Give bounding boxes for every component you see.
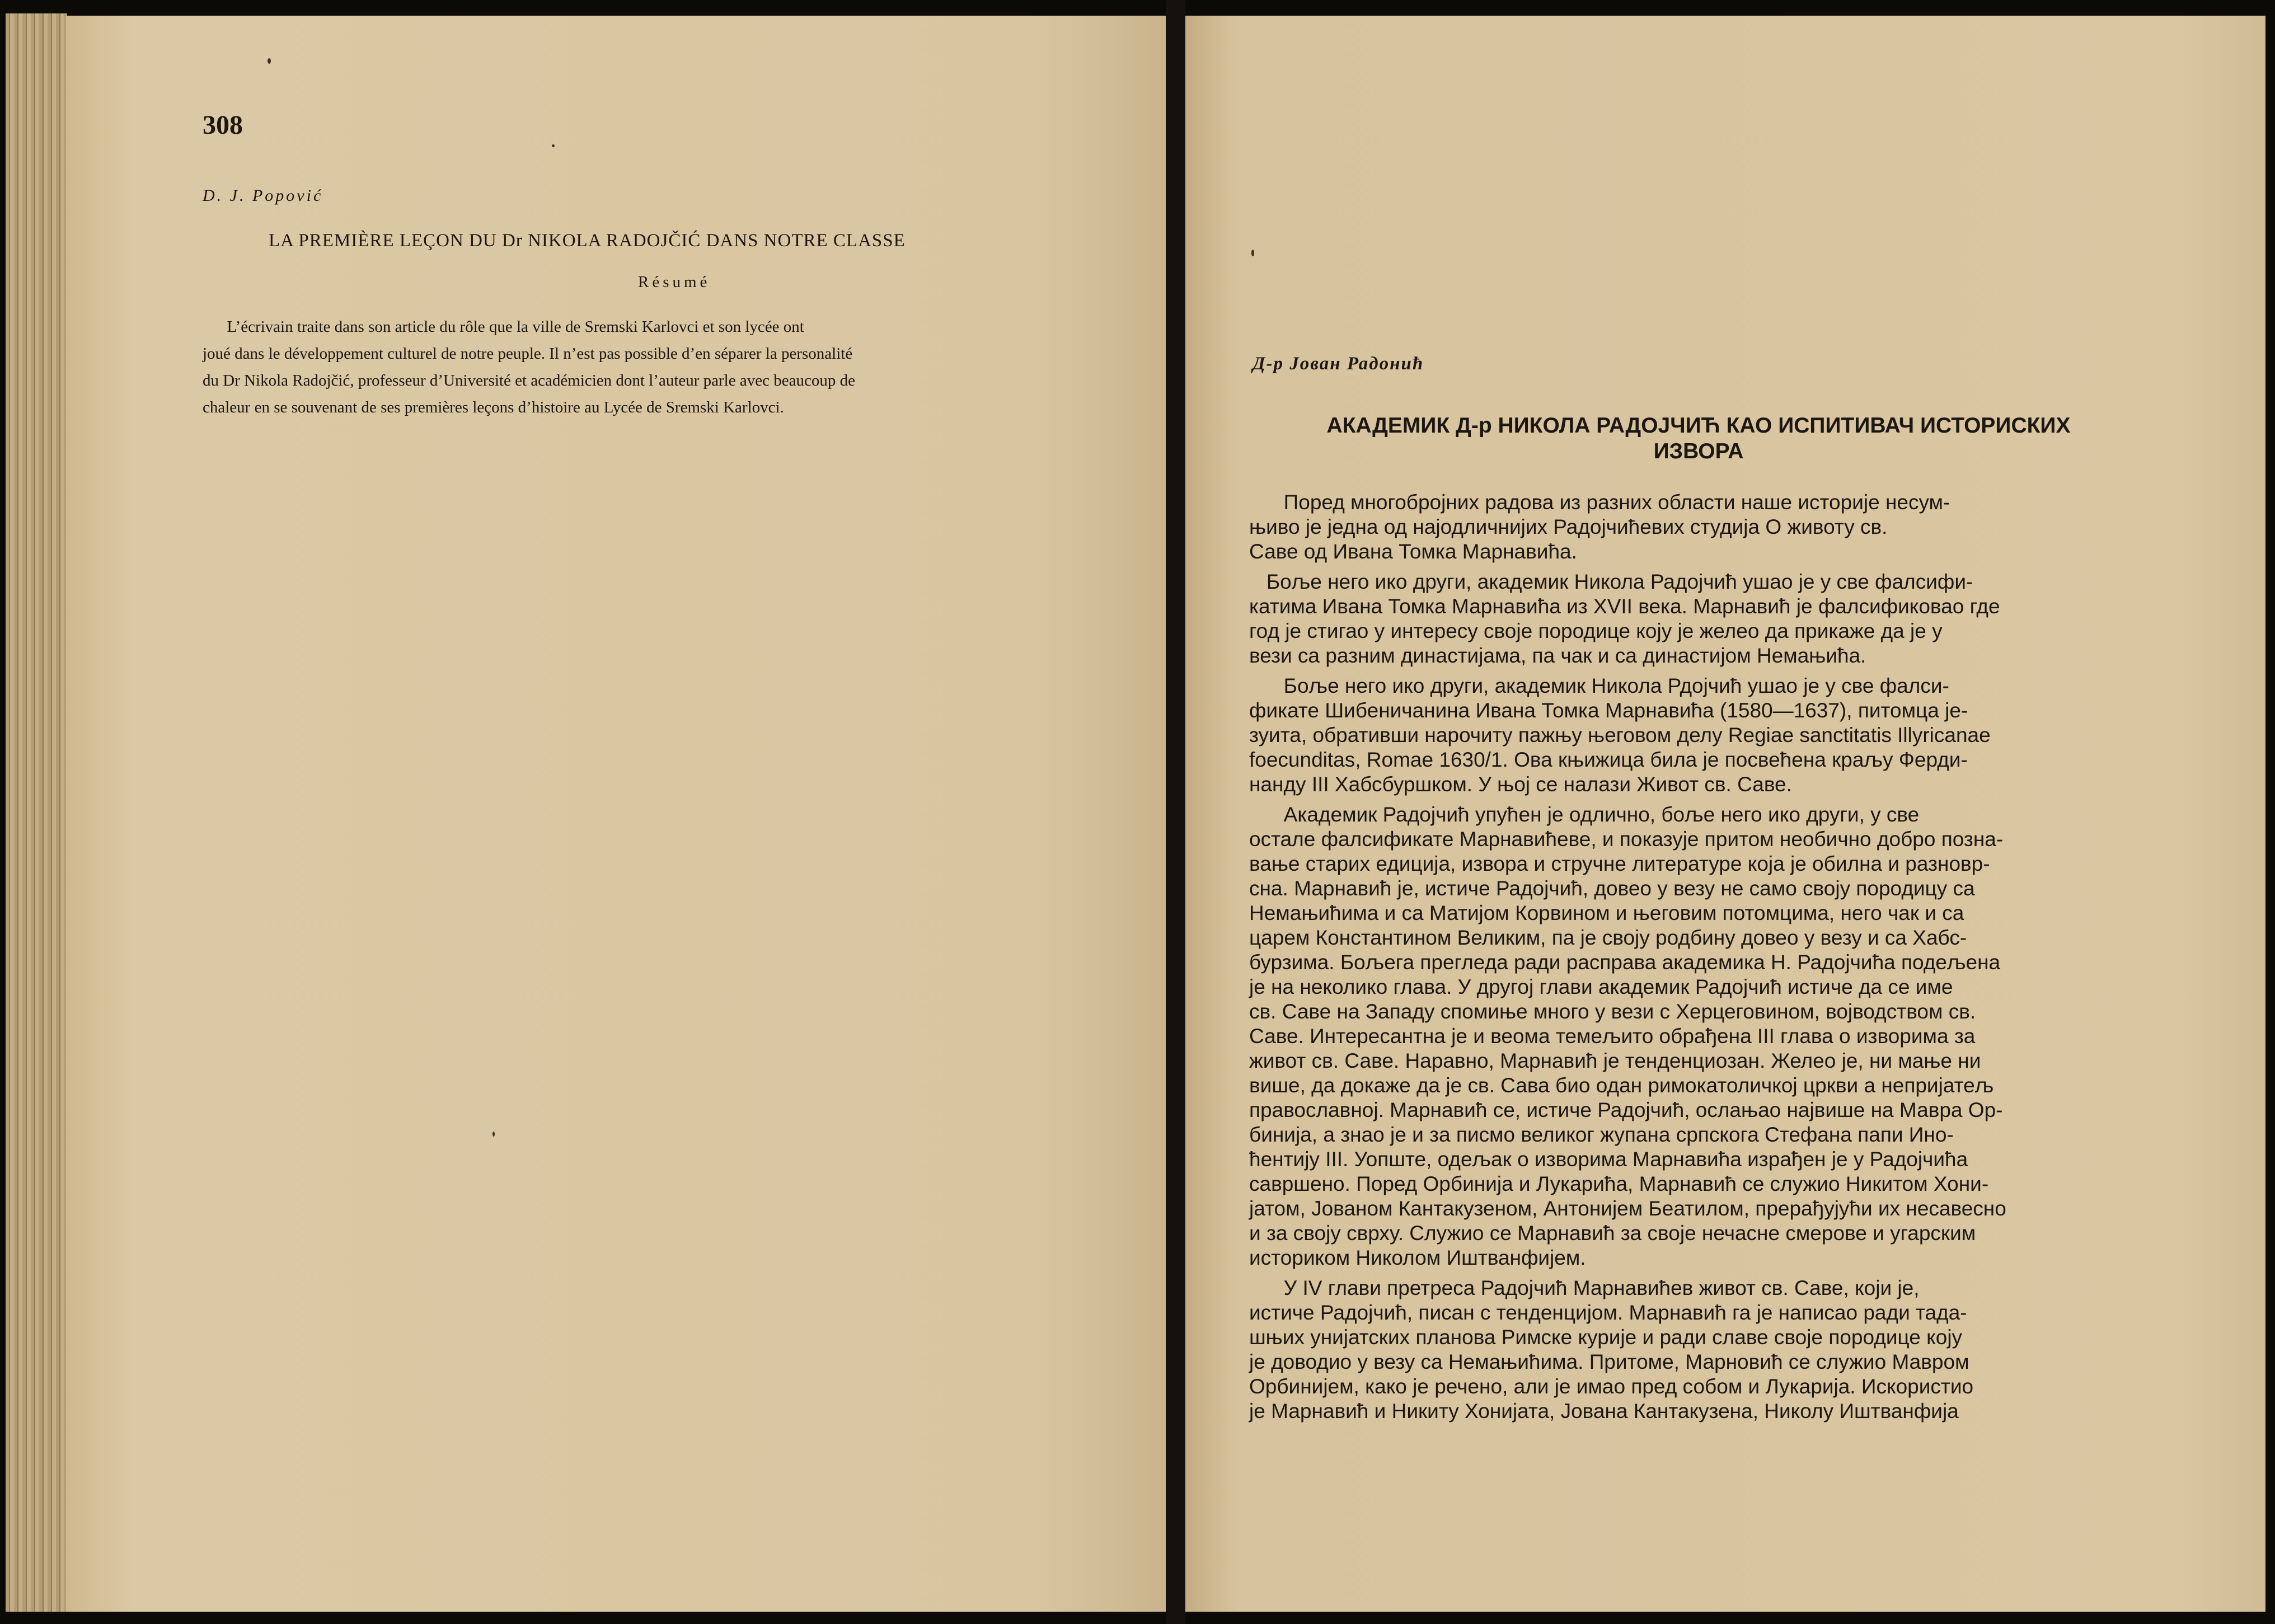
text-line: Поред многобројних радова из разних области наше историје несум- bbox=[1249, 491, 1950, 514]
text-line: Боље него ико други, академик Никола Рдојчић ушао је у све фалси- bbox=[1249, 674, 1949, 697]
text-line: царем Константином Великим, па је своју родбину довео у везу и са Хабс- bbox=[1249, 926, 1967, 949]
text-line: Боље него ико други, академик Никола Радојчић ушао је у све фалсифи- bbox=[1249, 570, 1973, 593]
book-page-edges bbox=[6, 13, 67, 1612]
text-line: Саве од Ивана Томка Марнавића. bbox=[1249, 540, 1577, 563]
paper-speck bbox=[492, 1132, 495, 1137]
summary-line: chaleur en se souvenant de ses premières leçons d’histoire au Lycée de Sremski Karlovci. bbox=[203, 398, 784, 416]
author-name-cyrillic: Д-р Јован Радонић bbox=[1253, 354, 1424, 374]
text-line: св. Саве на Западу спомиње много у вези с Херцеговином, војводством св. bbox=[1249, 1000, 1976, 1023]
paragraph bbox=[1249, 570, 2094, 668]
text-line: катима Ивана Томка Марнавића из XVII века. Марнавић је фалсификовао где bbox=[1249, 595, 2000, 618]
text-line: савршено. Поред Орбинија и Лукарића, Марнавић се служио Никитом Хони- bbox=[1249, 1172, 1989, 1195]
summary-line: du Dr Nikola Radojčić, professeur d’Université et académicien dont l’auteur parle avec beaucoup de bbox=[203, 372, 855, 389]
text-line: Саве. Интересантна је и веома темељито обрађена III глава о изворима за bbox=[1249, 1025, 1976, 1048]
text-line: је на неколико глава. У другој глави академик Радојчић истиче да се име bbox=[1249, 975, 1953, 998]
text-line: ћентију III. Уопште, одељак о изворима Марнавића израђен је у Радојчића bbox=[1249, 1148, 1968, 1171]
summary-line: joué dans le développement culturel de notre peuple. Il n’est pas possible d’en séparer la personalité bbox=[203, 345, 853, 363]
paragraph bbox=[1249, 674, 2094, 797]
resume-heading: Résumé bbox=[638, 273, 711, 291]
text-line: Академик Радојчић упућен је одлично, боље него ико други, у све bbox=[1249, 803, 1920, 826]
text-line: историком Николом Иштванфијем. bbox=[1249, 1246, 1586, 1269]
text-line: јатом, Јованом Кантакузеном, Антонијем Беатилом, прерађујући их несавесно bbox=[1249, 1197, 2006, 1220]
book-gutter bbox=[1166, 0, 1185, 1624]
text-line: Орбинијем, како је речено, али је имао пред собом и Лукарија. Искористио bbox=[1249, 1375, 1974, 1398]
text-line: нанду III Хабсбуршком. У њој се налази Живот св. Саве. bbox=[1249, 773, 1792, 796]
text-line: шњих унијатских планова Римске курије и ради славе своје породице коју bbox=[1249, 1326, 1963, 1349]
paper-speck bbox=[552, 144, 555, 147]
text-line: је доводио у везу са Немањићима. Притоме, Марновић се служио Мавром bbox=[1249, 1350, 1969, 1373]
paper-speck bbox=[268, 58, 271, 64]
text-line: и за своју сврху. Служио се Марнавић за своје нечасне смерове и угарским bbox=[1249, 1222, 1976, 1245]
text-line: бурзима. Бољега прегледа ради расправа академика Н. Радојчића подељена bbox=[1249, 951, 2001, 974]
paragraph bbox=[1249, 802, 2094, 1270]
summary-line: L’écrivain traite dans son article du rôle que la ville de Sremski Karlovci et son lycée ont bbox=[203, 318, 804, 336]
page-number: 308 bbox=[203, 110, 243, 140]
title-line: АКАДЕМИК Д-р НИКОЛА РАДОЈЧИЋ КАО ИСПИТИВАЧ ИСТОРИСКИХ bbox=[1326, 414, 2071, 438]
text-line: сна. Марнавић је, истиче Радојчић, довео у везу не само своју породицу са bbox=[1249, 877, 1975, 900]
text-line: више, да докаже да је св. Сава био одан римокатоличкој цркви а непријатељ bbox=[1249, 1074, 1994, 1097]
text-line: вези са разним династијама, па чак и са династијом Немањића. bbox=[1249, 644, 1866, 667]
text-line: истиче Радојчић, писан с тенденцијом. Марнавић га је написао ради тада- bbox=[1249, 1301, 1967, 1324]
paper-speck bbox=[1251, 250, 1254, 256]
article-title-cyrillic bbox=[1254, 413, 2143, 464]
title-line: ИЗВОРА bbox=[1653, 439, 1744, 463]
text-line: бинија, а знао је и за писмо великог жупана српскога Стефана папи Ино- bbox=[1249, 1123, 1954, 1146]
left-page bbox=[66, 16, 1166, 1612]
text-line: Немањићима и са Матијом Корвином и његовим потомцима, него чак и са bbox=[1249, 902, 1964, 924]
text-line: је Марнавић и Никиту Хонијата, Јована Кантакузена, Николу Иштванфија bbox=[1249, 1400, 1959, 1423]
text-line: њиво је једна од најодличнијих Радојчићевих студија О животу св. bbox=[1249, 515, 1888, 538]
text-line: православној. Марнавић се, истиче Радојчић, ослањао највише на Мавра Ор- bbox=[1249, 1099, 2003, 1121]
author-name: D. J. Popović bbox=[203, 186, 323, 205]
text-line: foecunditas, Romae 1630/1. Ова књижица била је посвећена краљу Ферди- bbox=[1249, 748, 1968, 771]
paragraph bbox=[1249, 1276, 2094, 1424]
article-body bbox=[1249, 490, 2094, 1429]
paragraph bbox=[1249, 490, 2094, 564]
text-line: живот св. Саве. Наравно, Марнавић је тенденциозан. Желео је, ни мање ни bbox=[1249, 1049, 1981, 1072]
summary-paragraph bbox=[203, 313, 1120, 421]
text-line: У IV глави претреса Радојчић Марнавићев живот св. Саве, који је, bbox=[1249, 1276, 1920, 1299]
text-line: зуита, обративши нарочиту пажњу његовом делу Regiae sanctitatis Illyricanae bbox=[1249, 724, 1991, 747]
text-line: год је стигао у интересу своје породице коју је желео да прикаже да је у bbox=[1249, 619, 1943, 642]
article-title-french: LA PREMIÈRE LEÇON DU Dr NIKOLA RADOJČIĆ DANS NOTRE CLASSE bbox=[269, 231, 906, 251]
text-line: вање старих едиција, извора и стручне литературе која је обилна и разновр- bbox=[1249, 852, 1990, 875]
text-line: фикате Шибеничанина Ивана Томка Марнавића (1580—1637), питомца је- bbox=[1249, 699, 1968, 722]
text-line: остале фалсификате Марнавићеве, и показује притом необично добро позна- bbox=[1249, 828, 2004, 851]
